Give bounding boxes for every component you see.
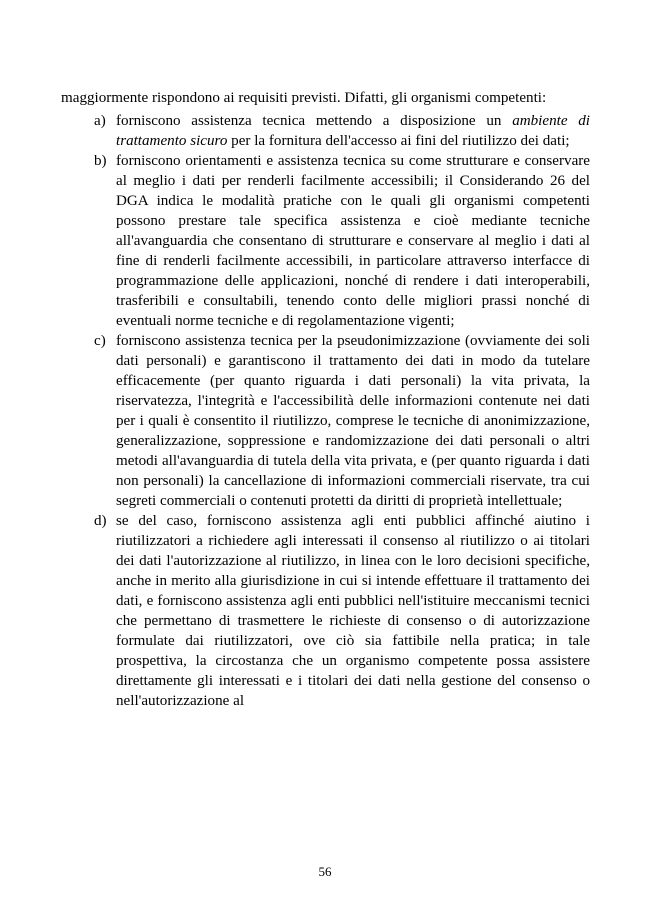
list-item-d-text: se del caso, forniscono assistenza agli enti pubblici affinché aiutino i riutilizzatori a richiedere agli interessati il consenso al riutilizzo o ai titolari dei dati l'autorizzazione al riutilizzo, in linea con le loro decisioni specifiche, anche in merito alla giurisdizione in cui si intende effettuare il trattamento dei dati, e forniscono assistenza agli enti pubblici nell'istituire meccanismi tecnici che permettano di trasmettere le richieste di consenso o di autorizzazione formulate dai riutilizzatori, ove ciò sia fattibile nella pratica; in tale prospettiva, la circostanza che un organismo competente possa assistere direttamente gli interessati e i titolari dei dati nella gestione del consenso o nell'autorizzazione al — [116, 513, 590, 709]
list-marker-a: a) — [94, 113, 106, 129]
list-item-a-text — [116, 111, 590, 151]
intro-paragraph: maggiormente rispondono ai requisiti previsti. Difatti, gli organismi competenti: — [61, 90, 547, 107]
list-item-c-text: forniscono assistenza tecnica per la pseudonimizzazione (ovviamente dei soli dati personali) e garantiscono il trattamento dei dati in modo da tutelare efficacemente (per quanto riguarda i dati personali) la vita privata, la riservatezza, l'integrità e l'accessibilità delle informazioni contenute nei dati per i quali è consentito il riutilizzo, comprese le tecniche di anonimizzazione, generalizzazione, soppressione e randomizzazione dei dati personali o altri metodi all'avanguardia di tutela della vita privata, e (per quanto riguarda i dati non personali) la cancellazione di informazioni commerciali riservate, tra cui segreti commerciali o contenuti protetti da diritti di proprietà intellettuale; — [116, 333, 590, 509]
page-number: 56 — [318, 864, 332, 879]
list-item-a-text-start: forniscono assistenza tecnica mettendo a disposizione un — [116, 113, 513, 129]
list-item-a-text-end: per la fornitura dell'accesso ai fini del riutilizzo dei dati; — [227, 133, 570, 149]
list-item-d — [94, 511, 590, 711]
list-item-b — [94, 151, 590, 331]
competent-bodies-list — [94, 111, 590, 711]
list-marker-b: b) — [94, 153, 107, 169]
list-marker-d: d) — [94, 513, 107, 529]
list-item-a-emphasis: ambiente di trattamento sicuro — [116, 113, 590, 149]
list-item-c — [94, 331, 590, 511]
list-item-b-text: forniscono orientamenti e assistenza tecnica su come strutturare e conservare al meglio i dati per renderli facilmente accessibili; il Considerando 26 del DGA indica le modalità pratiche con le quali gli organismi competenti possono prestare tale specifica assistenza e cioè mediante tecniche all'avanguardia che consentano di strutturare e conservare al meglio i dati al fine di renderli facilmente accessibili, in particolare attraverso interfacce di programmazione delle applicazioni, nonché di rendere i dati interoperabili, trasferibili e consultabili, tenendo conto delle migliori prassi nonché di eventuali norme tecniche e di regolamentazione vigenti; — [116, 153, 590, 329]
list-item-a — [94, 111, 590, 151]
list-marker-c: c) — [94, 333, 106, 349]
